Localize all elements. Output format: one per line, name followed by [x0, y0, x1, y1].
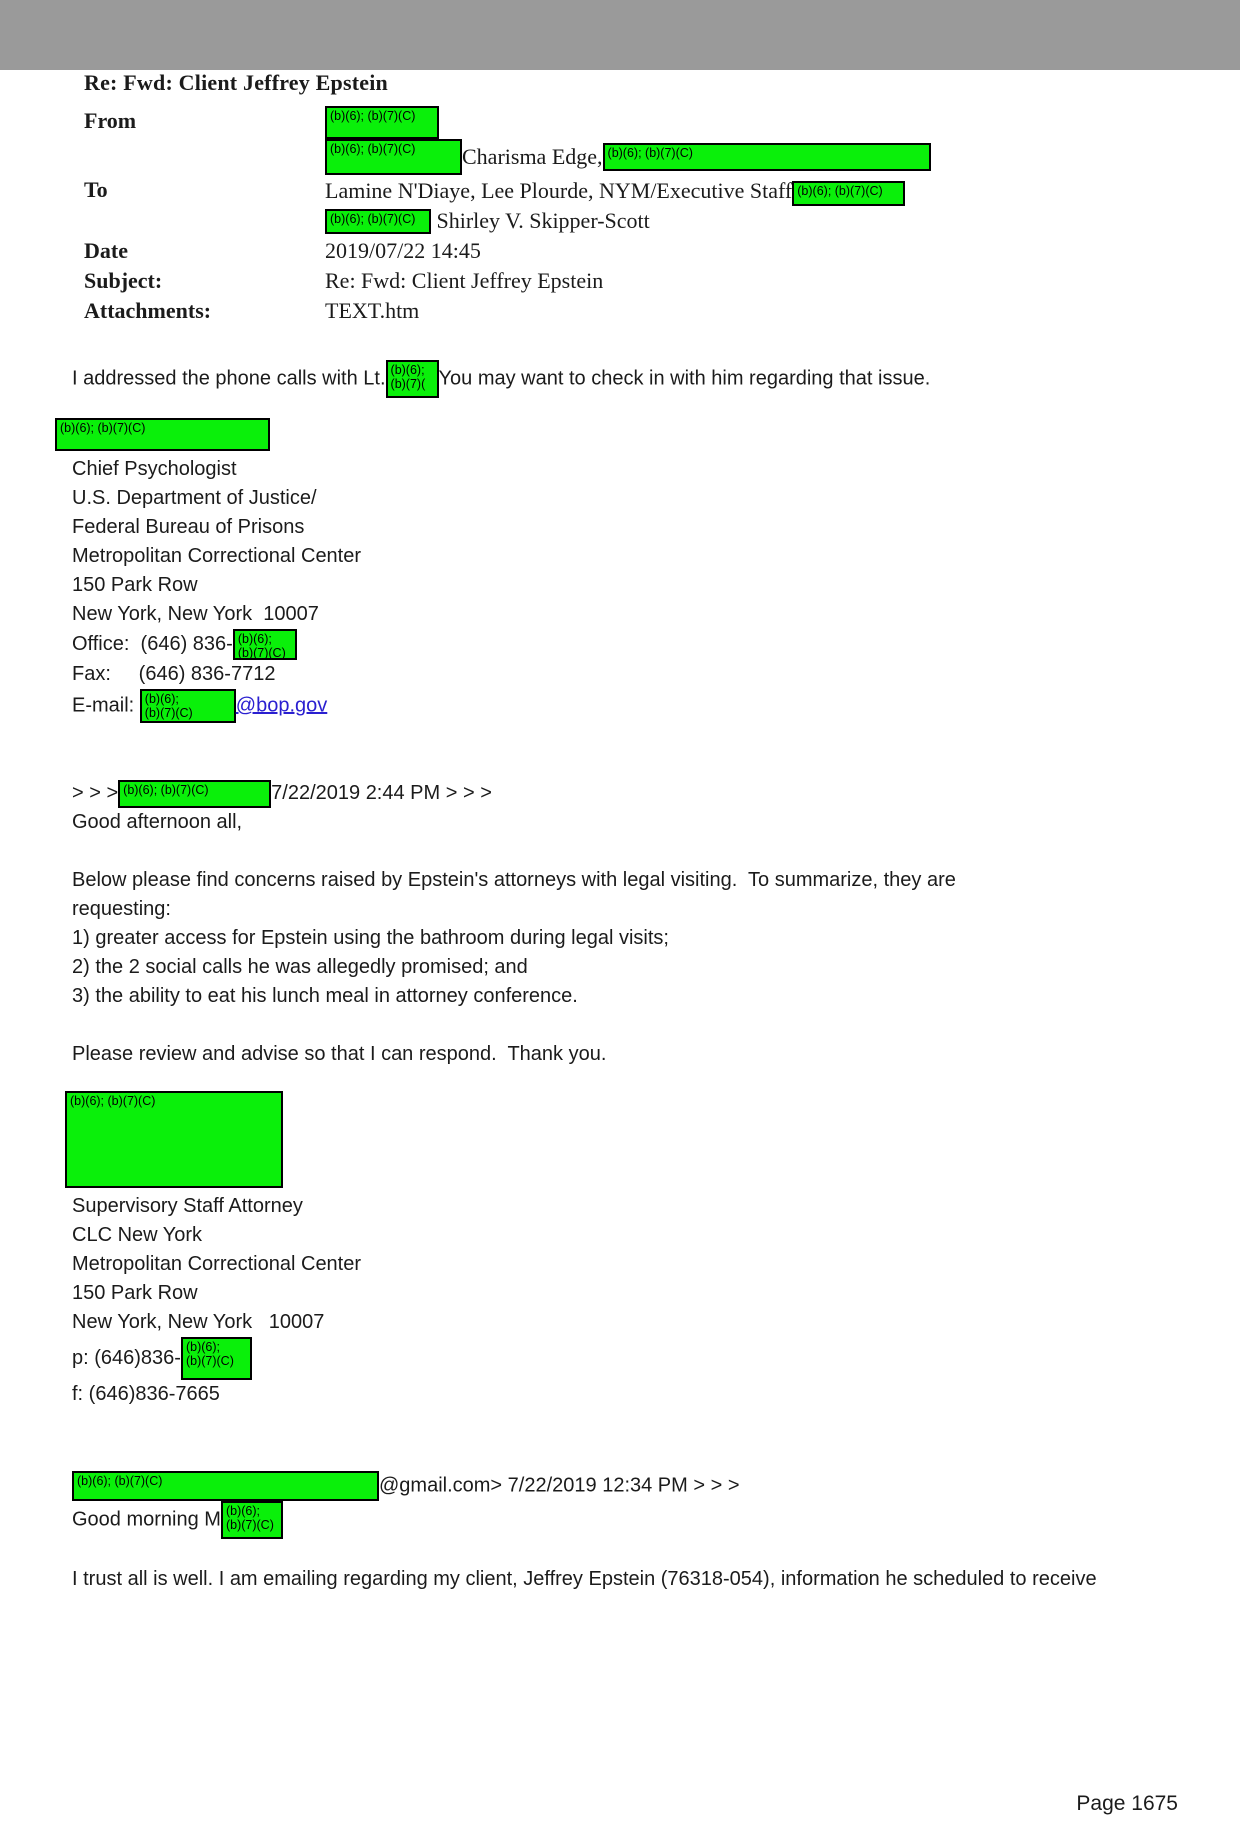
- signature-line: Chief Psychologist: [72, 458, 237, 480]
- redaction-label: (b)(6); (b)(7)(C): [797, 184, 883, 198]
- signature-line: New York, New York 10007: [72, 1311, 325, 1333]
- redaction-label: (b)(6); (b)(7)(C): [123, 782, 209, 797]
- email-header: [84, 70, 1240, 326]
- date-value: 2019/07/22 14:45: [325, 238, 481, 263]
- redaction-label: (b)(6); (b)(7)(C): [607, 146, 693, 160]
- spacer: [72, 1011, 1240, 1040]
- email-prefix: E-mail:: [72, 694, 140, 717]
- intro-text-after: You may want to check in with him regarding that issue.: [438, 367, 931, 390]
- fax-line: Fax: (646) 836-7712: [72, 663, 276, 685]
- redaction-box-signature-name: [55, 418, 270, 451]
- redaction-box-recipient: [603, 143, 931, 171]
- signature-block-attorney: [72, 1192, 1240, 1409]
- greeting-text: Good morning M: [72, 1508, 221, 1531]
- redaction-box-email: [140, 689, 236, 723]
- recipient-name: Charisma Edge,: [462, 144, 603, 169]
- redaction-box-recipient: [325, 209, 431, 234]
- signature-line: Metropolitan Correctional Center: [72, 545, 362, 567]
- quote-timestamp: 7/22/2019 2:44 PM > > >: [271, 782, 492, 804]
- signature-line: Supervisory Staff Attorney: [72, 1195, 303, 1217]
- redaction-label: (b)(6);: [237, 632, 272, 646]
- attachment-filename: TEXT.htm: [325, 298, 420, 323]
- office-phone-prefix: Office: (646) 836-: [72, 632, 233, 655]
- email-body: [60, 360, 1240, 1590]
- intro-text-before: I addressed the phone calls with Lt.: [72, 367, 386, 390]
- closing-line: Please review and advise so that I can respond. Thank you.: [72, 1043, 607, 1065]
- to-label: To: [84, 177, 108, 202]
- redaction-label: (b)(6); (b)(7)(C): [70, 1094, 156, 1108]
- redaction-label: (b)(6);: [390, 363, 425, 377]
- redaction-label: (b)(7)(C): [144, 706, 193, 720]
- redaction-label: (b)(6); (b)(7)(C): [330, 109, 416, 123]
- redaction-label: (b)(7)(C): [237, 646, 286, 660]
- header-row-from: [84, 106, 1240, 139]
- header-row-to: [84, 175, 1240, 206]
- signature-block-psychologist: [72, 455, 1240, 723]
- from-label: From: [84, 108, 137, 133]
- redaction-label: (b)(7)(C): [185, 1354, 234, 1368]
- redaction-label: (b)(7)(C): [225, 1518, 274, 1532]
- redaction-label: (b)(6); (b)(7)(C): [60, 421, 146, 435]
- spacer: [72, 723, 1240, 779]
- attorney-phone-line: [72, 1337, 1240, 1380]
- quote-arrows: > > >: [72, 782, 119, 804]
- quote-timestamp: @gmail.com> 7/22/2019 12:34 PM > > >: [379, 1474, 740, 1497]
- header-row-date: [84, 236, 1240, 266]
- attachments-label: Attachments:: [84, 298, 212, 323]
- greeting-line-2: [72, 1501, 1240, 1539]
- redaction-box-lt-name: [386, 360, 439, 398]
- redaction-label: (b)(6); (b)(7)(C): [330, 211, 416, 226]
- header-row-subject: [84, 266, 1240, 296]
- redaction-label: (b)(6); (b)(7)(C): [77, 1474, 163, 1488]
- recipient-names: Lamine N'Diaye, Lee Plourde, NYM/Executive Staff: [325, 177, 793, 203]
- quoted-header-2: [72, 1471, 1240, 1501]
- redaction-box-phone: [181, 1337, 252, 1380]
- redaction-label: (b)(6); (b)(7)(C): [330, 142, 416, 156]
- paragraph-line: Below please find concerns raised by Epstein's attorneys with legal visiting. To summarize, they are: [72, 869, 956, 891]
- redaction-label: (b)(7)(: [390, 377, 426, 391]
- phone-prefix: p: (646)836-: [72, 1346, 181, 1369]
- subject-value: Re: Fwd: Client Jeffrey Epstein: [325, 268, 604, 293]
- header-row-attachments: [84, 296, 1240, 326]
- redaction-box-gmail-sender: [72, 1471, 379, 1501]
- recipient-name: Shirley V. Skipper-Scott: [431, 208, 650, 233]
- signature-line: 150 Park Row: [72, 574, 198, 596]
- email-document-page: [0, 70, 1240, 1824]
- redaction-box-recipient: [325, 139, 462, 175]
- redaction-box-sender: [118, 780, 271, 808]
- redaction-label: (b)(6);: [144, 692, 179, 706]
- office-phone-line: [72, 629, 1240, 660]
- greeting-line: Good afternoon all,: [72, 811, 243, 833]
- spacer: [72, 1409, 1240, 1471]
- subject-label: Subject:: [84, 268, 163, 293]
- redaction-label: (b)(6);: [185, 1340, 220, 1354]
- signature-line: Federal Bureau of Prisons: [72, 516, 305, 538]
- paragraph-line: requesting:: [72, 898, 171, 920]
- redaction-box-signature-block: [65, 1091, 283, 1188]
- quoted-header-1: [72, 779, 1240, 808]
- date-label: Date: [84, 238, 128, 263]
- request-item: 2) the 2 social calls he was allegedly promised; and: [72, 956, 528, 978]
- signature-line: CLC New York: [72, 1224, 203, 1246]
- signature-line: 150 Park Row: [72, 1282, 198, 1304]
- spacer: [72, 837, 1240, 866]
- redaction-label: (b)(6);: [225, 1504, 260, 1518]
- spacer: [72, 1069, 1240, 1091]
- redaction-box-from: [325, 106, 439, 139]
- redaction-box-recipient: [792, 181, 905, 206]
- intro-line: [72, 360, 1240, 398]
- attorney-fax-line: f: (646)836-7665: [72, 1383, 220, 1405]
- redaction-box-name: [221, 1501, 283, 1539]
- email-line: [72, 689, 1240, 723]
- header-row-recipients-2: [84, 206, 1240, 236]
- bop-email-link[interactable]: @bop.gov: [235, 694, 328, 717]
- request-item: 3) the ability to eat his lunch meal in attorney conference.: [72, 985, 578, 1007]
- truncated-bottom-line: I trust all is well. I am emailing regarding my client, Jeffrey Epstein (76318-054), information he scheduled to receive: [72, 1568, 1097, 1590]
- request-item: 1) greater access for Epstein using the bathroom during legal visits;: [72, 927, 669, 949]
- signature-line: U.S. Department of Justice/: [72, 487, 317, 509]
- signature-line: New York, New York 10007: [72, 603, 319, 625]
- email-title: Re: Fwd: Client Jeffrey Epstein: [84, 70, 388, 95]
- header-row-recipients-1: [84, 139, 1240, 175]
- signature-line: Metropolitan Correctional Center: [72, 1253, 362, 1275]
- redaction-box-phone: [233, 629, 297, 660]
- page-number: Page 1675: [1076, 1792, 1178, 1815]
